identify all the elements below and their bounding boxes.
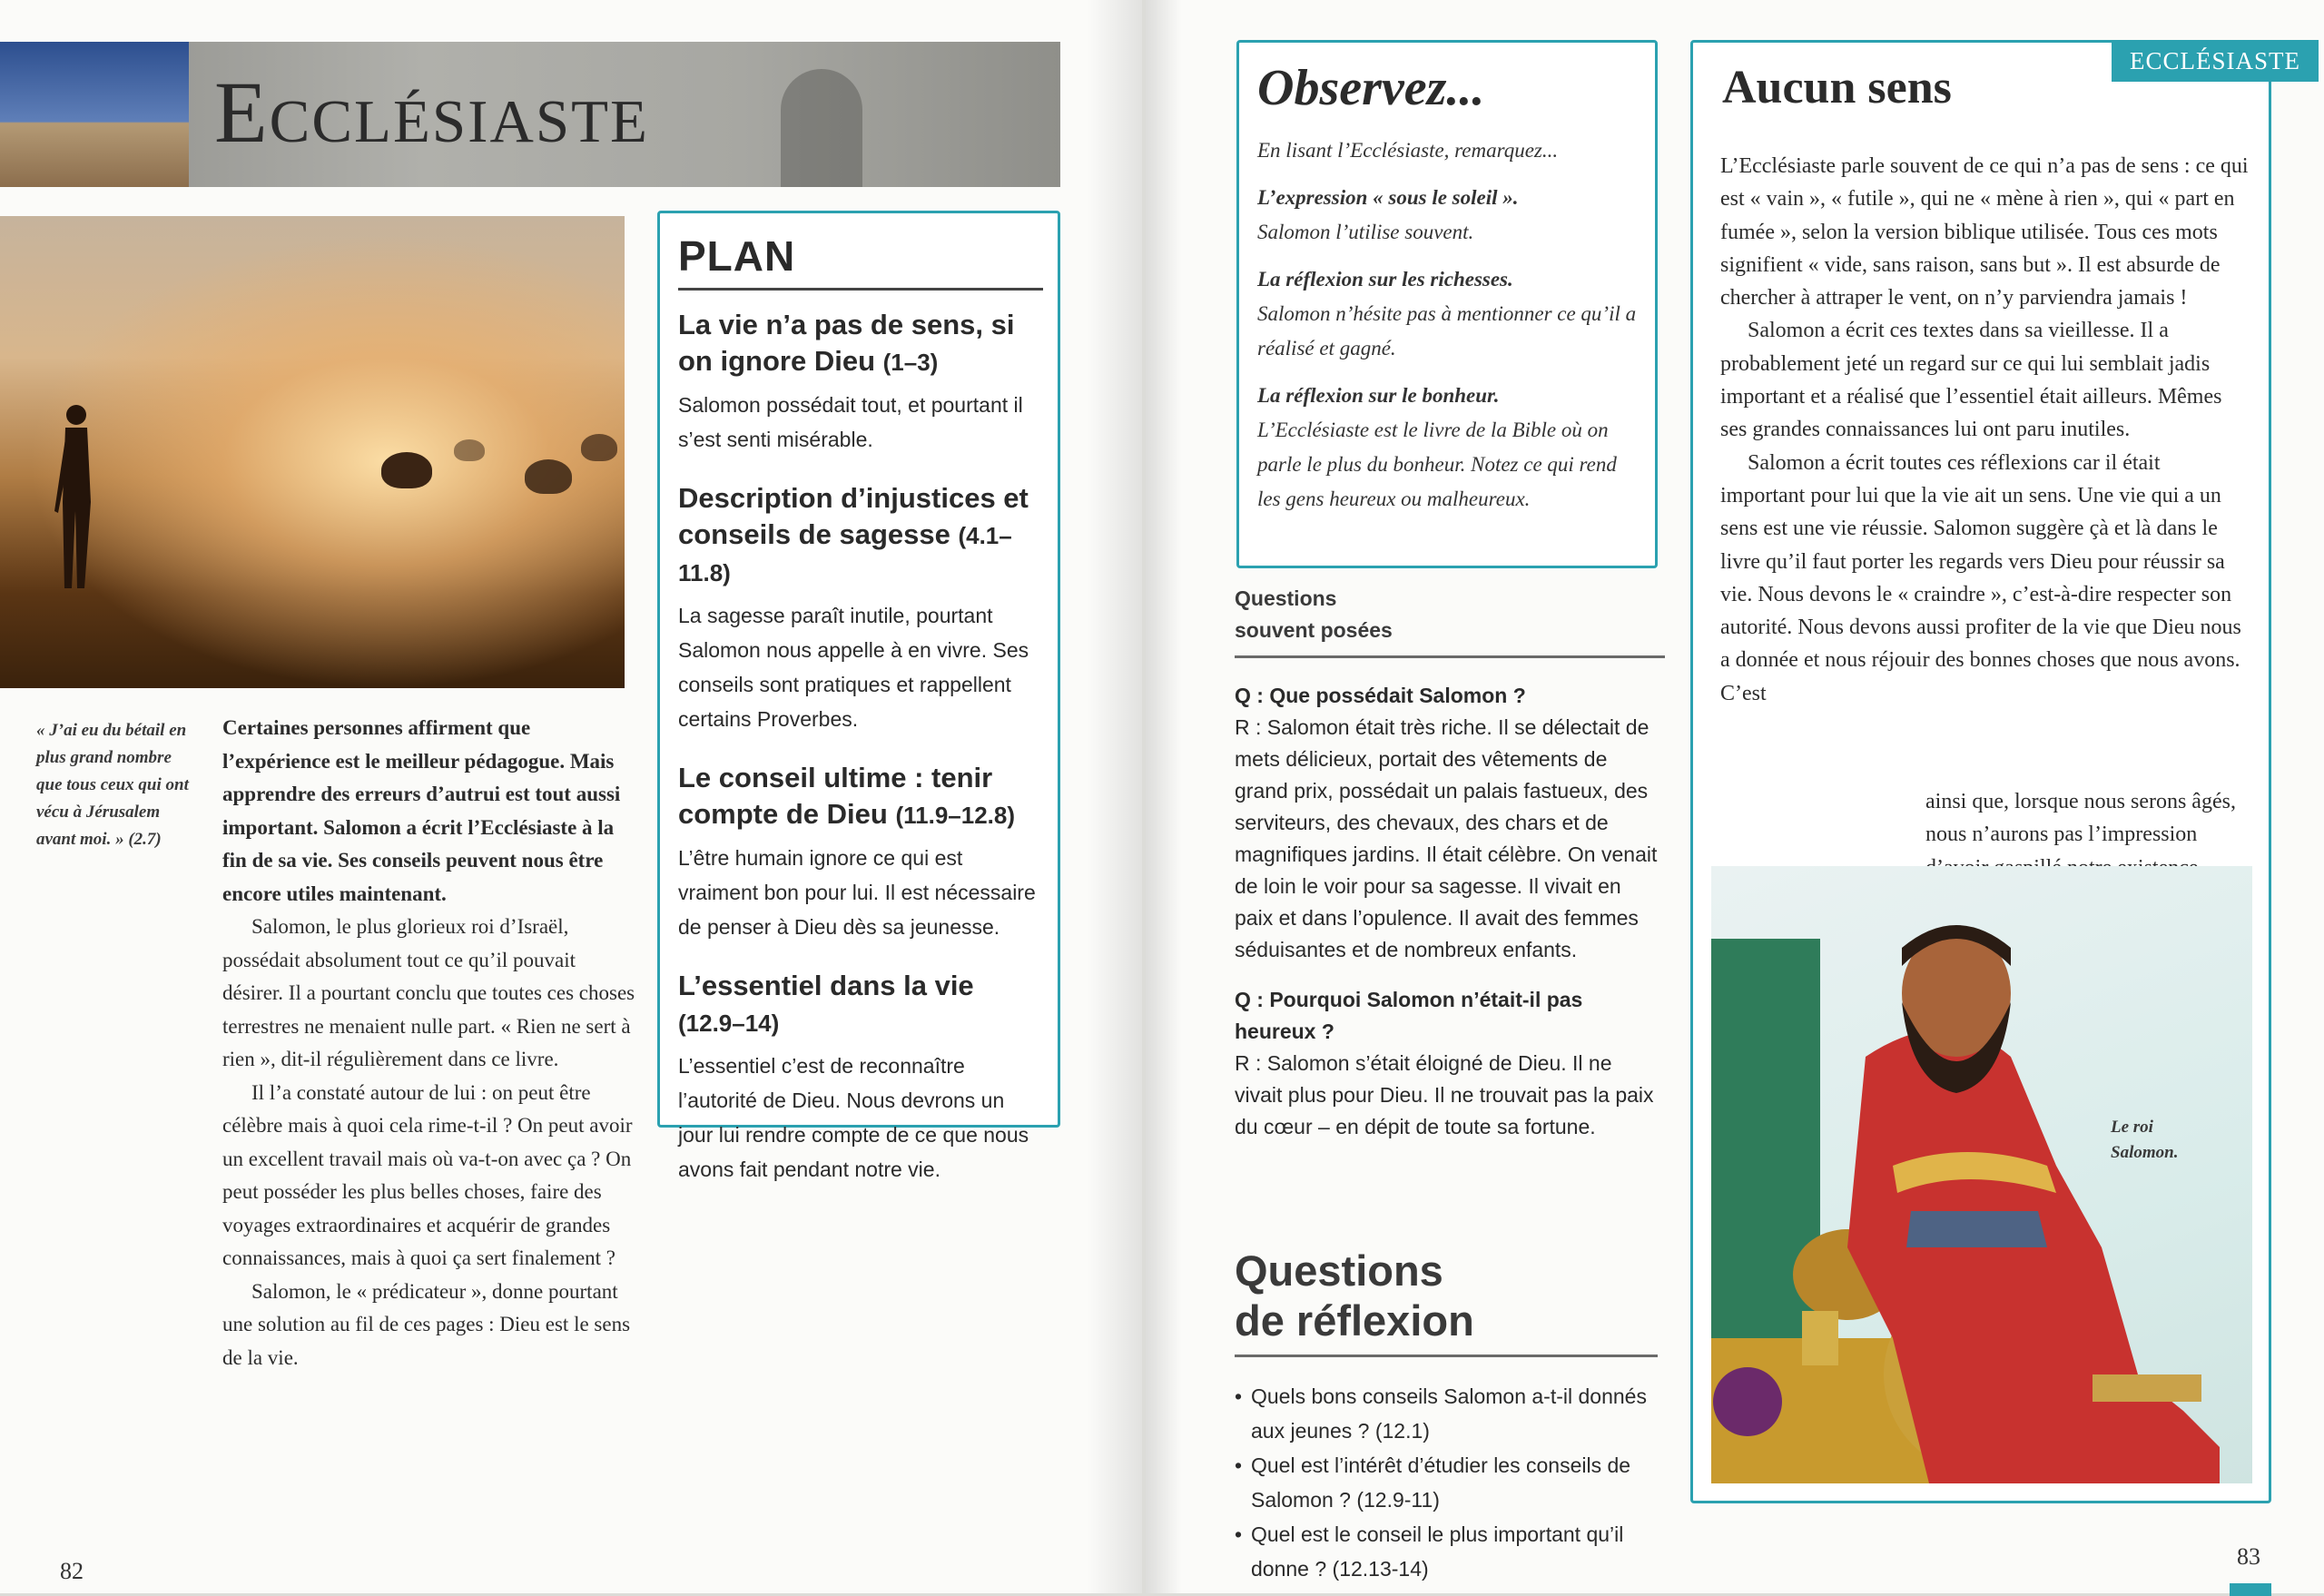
plan-item-ref: (1–3)	[882, 349, 939, 376]
divider	[678, 288, 1043, 291]
king-solomon-icon	[1711, 866, 2252, 1483]
page-number-left: 82	[60, 1558, 84, 1584]
shepherd-silhouette	[54, 402, 95, 593]
body-paragraph-end: ainsi que, lorsque nous serons âgés, nous n’aurons pas l’impression	[1925, 790, 2236, 847]
title-banner	[0, 42, 1060, 187]
list-item: • Quels bons conseils Salomon a-t-il donnés aux jeunes ? (12.1)	[1235, 1384, 1647, 1443]
observez-item: L’expression « sous le soleil ». Salomon l’utilise souvent.	[1257, 186, 1519, 243]
observez-item: La réflexion sur le bonheur. L’Ecclésiaste est le livre de la Bible où on parle le plus du bonheur. Notez ce qui rend les gens heureux ou malheureux.	[1257, 384, 1617, 510]
aucun-sens-heading: Aucun sens	[1722, 62, 1952, 113]
shepherd-photo	[0, 216, 625, 688]
aucun-sens-text	[1720, 150, 2249, 710]
plan-item-title: La vie n’a pas de sens, si on ignore Dieu (1–3)	[678, 309, 1015, 377]
reflexion-section	[1235, 1246, 1658, 1586]
faq-question: Q : Pourquoi Salomon n’était-il pas heureux ?	[1235, 988, 1583, 1043]
goat	[581, 434, 617, 461]
plan-item-text: La sagesse paraît inutile, pourtant Salomon nous appelle à en vivre. Ses conseils sont pratiques et rappellent certains Proverbes.	[678, 604, 1029, 731]
gutter-shadow	[1088, 0, 1142, 1593]
body-paragraph: Il l’a constaté autour de lui : on peut être célèbre mais à quoi cela rime-t-il ? On peut avoir un excellent travail mais où va-t-on avec ça ? On peut posséder les plus belles choses, faire des voyages extraordinaires et acquérir de grandes connaissances, mais à quoi ça sert finalement ?	[222, 1080, 633, 1269]
body-paragraph: Salomon, le plus glorieux roi d’Israël, possédait absolument tout ce qu’il pouvait désirer. Il a pourtant conclu que toutes ces choses terrestres ne menaient nulle part. « Rien ne sert à rien », dit-il régulièrement dans ce livre.	[222, 915, 635, 1070]
observez-lead: En lisant l’Ecclésiaste, remarquez...	[1257, 139, 1559, 162]
left-page	[0, 0, 1142, 1593]
faq-answer: R : Salomon s’était éloigné de Dieu. Il ne vivait plus pour Dieu. Il ne trouvait pas la paix du cœur – en dépit de toute sa fortune.	[1235, 1051, 1654, 1138]
jerusalem-wall-photo	[0, 42, 189, 187]
reflexion-title-line2: de réflexion	[1235, 1296, 1474, 1345]
reflexion-list	[1235, 1379, 1658, 1586]
observez-box	[1236, 40, 1658, 568]
observez-item: La réflexion sur les richesses. Salomon n’hésite pas à mentionner ce qu’il a réalisé et gagné.	[1257, 268, 1637, 360]
photo-caption-quote: « J’ai eu du bétail en plus grand nombre que tous ceux qui ont vécu à Jérusalem avant moi. » (2.7)	[36, 721, 189, 849]
plan-item-ref: (12.9–14)	[678, 1010, 780, 1037]
list-item: • Quel est l’intérêt d’étudier les conseils de Salomon ? (12.9-11)	[1235, 1453, 1631, 1512]
list-item: • Quel est le conseil le plus important qu’il donne ? (12.13-14)	[1235, 1522, 1624, 1581]
intro-text	[222, 712, 640, 1374]
plan-box	[657, 211, 1060, 1181]
intro-paragraph: Certaines personnes affirment que l’expérience est le meilleur pédagogue. Mais apprendre des erreurs d’autrui est tout aussi important. Salomon a écrit l’Ecclésiaste à la fin de sa vie. Ses conseils peuvent nous être encore utiles maintenant.	[222, 716, 621, 905]
body-paragraph: Salomon, le « prédicateur », donne pourtant une solution au fil de ces pages : Dieu est le sens de la vie.	[222, 1279, 631, 1369]
plan-item-text: L’être humain ignore ce qui est vraiment bon pour lui. Il est nécessaire de penser à Dieu dès sa jeunesse.	[678, 846, 1036, 939]
king-solomon-illustration	[1711, 866, 2252, 1483]
page-marker	[2230, 1583, 2271, 1596]
page-number-right: 83	[2237, 1543, 2260, 1570]
plan-item-ref: (4.1–11.8)	[678, 522, 1012, 586]
faq-title-line1: Questions	[1235, 586, 1337, 610]
chapter-tag: ECCLÉSIASTE	[2112, 40, 2319, 82]
body-paragraph: L’Ecclésiaste parle souvent de ce qui n’a pas de sens : ce qui est « vain », « futile », qui ne « mène à rien », qui « part en fumée », selon la version biblique utilisée. Tous ces mots signifient « vide, sans raison, sans but ». Il est absurde de chercher à attraper le vent, on n’y parviendra jamais !	[1720, 154, 2249, 310]
arch-decoration	[781, 69, 862, 187]
faq-title-line2: souvent posées	[1235, 618, 1393, 642]
faq-answer: R : Salomon était très riche. Il se délectait de mets délicieux, portait des vêtements de grand prix, possédait un palais fastueux, des serviteurs, des chevaux, des chars et de magnifiques jardins. Il était célèbre. On venait de loin le voir pour sa sagesse. Il vivait en paix et dans l’opulence. Il avait des femmes séduisantes et de nombreux enfants.	[1235, 715, 1658, 961]
goat	[454, 439, 485, 461]
divider	[1235, 655, 1665, 658]
observez-heading: Observez...	[1257, 60, 1485, 116]
plan-item-title: Le conseil ultime : tenir compte de Dieu (11.9–12.8)	[678, 762, 1016, 830]
faq-question: Q : Que possédait Salomon ?	[1235, 684, 1526, 707]
plan-item-text: Salomon possédait tout, et pourtant il s’est senti misérable.	[678, 393, 1023, 451]
divider	[1235, 1355, 1658, 1357]
book-title: Ecclésiaste	[214, 64, 649, 161]
plan-item-title: L’essentiel dans la vie (12.9–14)	[678, 970, 974, 1037]
body-paragraph: Salomon a écrit ces textes dans sa vieillesse. Il a probablement jeté un regard sur ce qui lui semblait jadis important et a réalisé que l’essentiel était ailleurs. Mêmes ses grandes connaissances lui ont paru inutiles.	[1720, 319, 2222, 442]
reflexion-title-line1: Questions	[1235, 1246, 1443, 1295]
illustration-caption: Le roi Salomon.	[2111, 1118, 2179, 1162]
goat	[381, 452, 432, 488]
plan-item-title: Description d’injustices et conseils de sagesse (4.1–11.8)	[678, 482, 1029, 586]
plan-item-ref: (11.9–12.8)	[895, 802, 1016, 829]
body-paragraph: Salomon a écrit toutes ces réflexions car il était important pour lui que la vie ait un sens. Une vie qui a un sens est une vie réussie. Salomon suggère çà et là dans le livre qu’il faut porter les regards vers Dieu pour réussir sa vie. Nous devons le « craindre », c’est-à-dire respecter son autorité. Nous devons aussi profiter de la vie que Dieu nous a donnée et nous réjouir des bonnes choses que nous avons. C’est	[1720, 450, 2241, 705]
goat	[525, 459, 572, 494]
aucun-sens-box	[1690, 40, 2271, 1503]
plan-item-text: L’essentiel c’est de reconnaître l’autorité de Dieu. Nous devrons un jour lui rendre compte de ce que nous avons fait pendant notre vie.	[678, 1054, 1029, 1181]
faq-section	[1235, 583, 1665, 1143]
gutter-shadow	[1146, 0, 1182, 1593]
plan-heading: PLAN	[678, 232, 796, 280]
